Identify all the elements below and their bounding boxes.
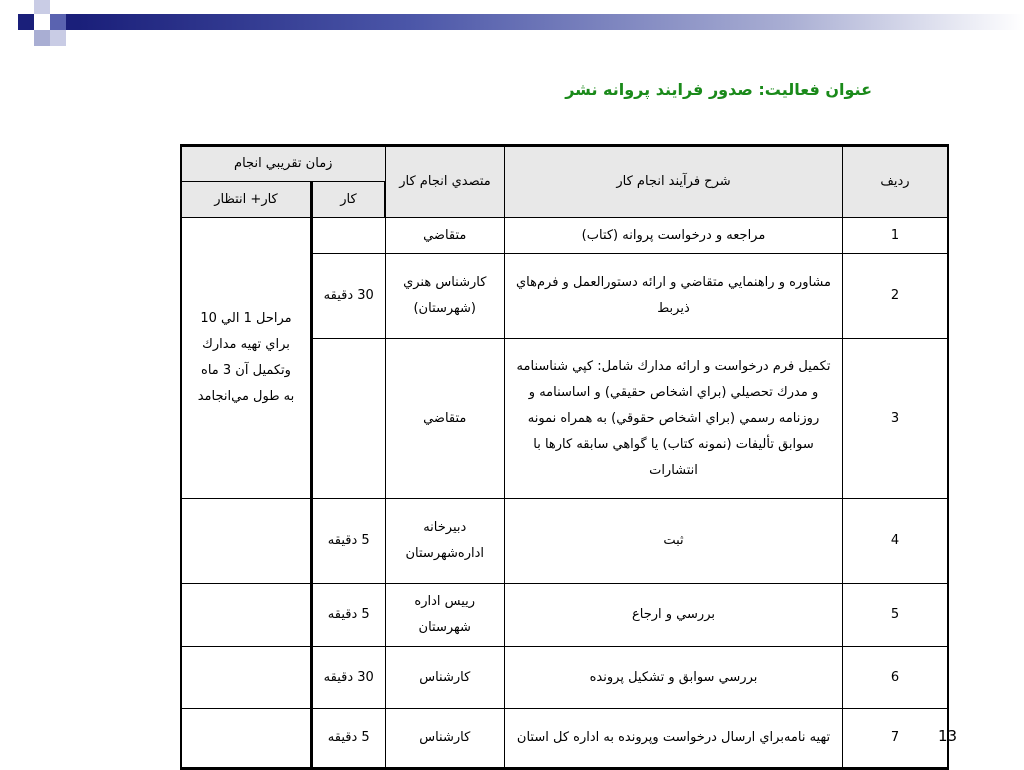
row-number: 6: [843, 647, 949, 709]
table-row: [181, 499, 948, 584]
row-work-wait-time: مراحل 1 الي 10 براي تهيه مدارك وتكميل آن 3 ماه به طول مي‌انجامد: [181, 218, 312, 499]
row-actor: كارشناس: [385, 709, 505, 769]
table-row: [181, 647, 948, 709]
header-time-group: زمان تقريبي انجام: [181, 146, 385, 182]
row-actor: كارشناس هنري (شهرستان): [385, 254, 505, 339]
row-description: ثبت: [505, 499, 843, 584]
corner-decoration: [0, 0, 80, 48]
row-description: بررسي و ارجاع: [505, 584, 843, 647]
slide-title: عنوان فعاليت: صدور فرايند پروانه نشر: [565, 80, 872, 99]
header-row-number: رديف: [843, 146, 949, 218]
page-number: 13: [938, 727, 958, 745]
table-row: [181, 709, 948, 769]
row-number: 2: [843, 254, 949, 339]
row-actor: دبيرخانه اداره‌شهرستان: [385, 499, 505, 584]
row-actor: كارشناس: [385, 647, 505, 709]
row-work-wait-time: [181, 584, 312, 647]
row-description: بررسي سوابق و تشكيل پرونده: [505, 647, 843, 709]
row-work-wait-time: [181, 499, 312, 584]
row-number: 4: [843, 499, 949, 584]
header-work-wait: كار+ انتظار: [181, 182, 312, 218]
row-work-time: 5 دقيقه: [312, 584, 386, 647]
header-actor: متصدي انجام كار: [385, 146, 505, 218]
header-gradient-bar: [78, 14, 1024, 30]
row-number: 7: [843, 709, 949, 769]
row-work-wait-time: [181, 709, 312, 769]
table-row: [181, 218, 948, 254]
row-work-time: 5 دقيقه: [312, 709, 386, 769]
row-description: تهيه نامه‌براي ارسال درخواست وپرونده به اداره كل استان: [505, 709, 843, 769]
row-work-wait-time: [181, 647, 312, 709]
header-work: كار: [312, 182, 386, 218]
row-number: 1: [843, 218, 949, 254]
row-actor: رييس اداره شهرستان: [385, 584, 505, 647]
table-row: [181, 584, 948, 647]
row-description: تكميل فرم درخواست و ارائه مدارك شامل: كپي شناسنامه و مدرك تحصيلي (براي اشخاص حقيقي) و اساسنامه و روزنامه رسمي (براي اشخاص حقوقي) به همراه نمونه سوابق تأليفات (نمونه كتاب) يا گواهي سابقه كارها با انتشارات: [505, 339, 843, 499]
process-table: [180, 144, 949, 770]
header-description: شرح فرآيند انجام كار: [505, 146, 843, 218]
row-work-time: 30 دقيقه: [312, 647, 386, 709]
row-description: مشاوره و راهنمايي متقاضي و ارائه دستورالعمل و فرم‌هاي ذيربط: [505, 254, 843, 339]
row-actor: متقاضي: [385, 218, 505, 254]
row-number: 5: [843, 584, 949, 647]
row-work-time: 30 دقيقه: [312, 254, 386, 339]
row-number: 3: [843, 339, 949, 499]
row-work-time: [312, 218, 386, 254]
row-description: مراجعه و درخواست پروانه (كتاب): [505, 218, 843, 254]
row-actor: متقاضي: [385, 339, 505, 499]
row-work-time: 5 دقيقه: [312, 499, 386, 584]
row-work-time: [312, 339, 386, 499]
